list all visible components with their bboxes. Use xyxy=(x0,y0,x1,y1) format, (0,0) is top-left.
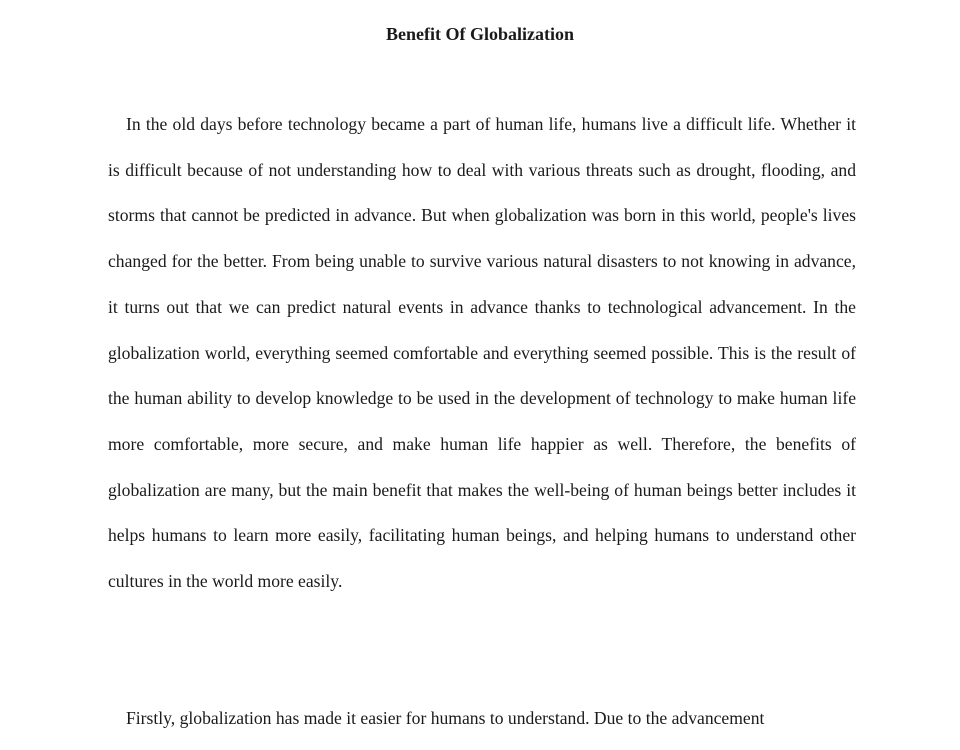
document-title: Benefit Of Globalization xyxy=(386,24,574,44)
paragraph-intro: In the old days before technology became a part of human life, humans live a difficult life. Whether it is difficult because of not understanding how to deal with various threats such as drought, flooding, and storms that cannot be predicted in advance. But when globalization was born in this world, people's lives changed for the better. From being unable to survive various natural disasters to not knowing in advance, it turns out that we can predict natural events in advance thanks to technological advancement. In the globalization world, everything seemed comfortable and everything seemed possible. This is the result of the human ability to develop knowledge to be used in the development of technology to make human life more comfortable, more secure, and make human life happier as well. Therefore, the benefits of globalization are many, but the main benefit that makes the well-being of human beings better includes it helps humans to learn more easily, facilitating human beings, and helping humans to understand other cultures in the world more easily. xyxy=(108,114,856,592)
paragraph-firstly: Firstly, globalization has made it easier for humans to understand. Due to the advancement xyxy=(126,708,765,728)
